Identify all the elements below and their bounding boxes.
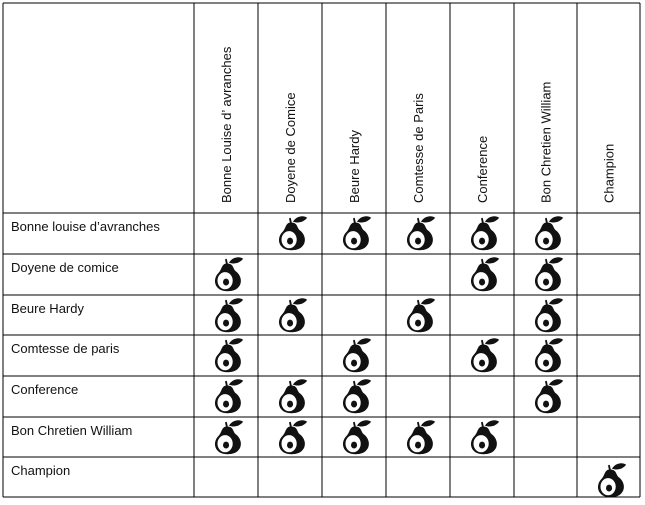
pear-icon [407,216,435,250]
pear-icon [471,216,499,250]
pear-icon [535,298,563,332]
pear-icon [215,379,243,413]
row-label: Champion [11,463,71,478]
pear-icon [471,257,499,291]
row-label: Bonne louise d’avranches [11,219,160,234]
pear-icon [407,420,435,454]
pear-icon [535,216,563,250]
column-header: Champion [601,143,617,203]
pear-icon [215,338,243,372]
row-label: Comtesse de paris [11,341,120,356]
pear-icon [407,298,435,332]
column-header: Comtesse de Paris [411,93,426,203]
pear-icon [343,379,371,413]
pear-icon [279,216,307,250]
pear-icon [535,257,563,291]
pear-icon [343,338,371,372]
column-header: Doyene de Comice [283,92,298,203]
column-header: Conference [475,135,490,203]
column-header: Bonne Louise d’ avranches [219,46,234,203]
pear-icon [215,420,243,454]
pear-icon [471,338,499,372]
pear-icon [215,257,243,291]
row-label: Doyene de comice [11,260,119,275]
row-label: Bon Chretien William [11,423,133,438]
pear-icon [471,420,499,454]
pear-icon [279,379,307,413]
row-label: Conference [11,382,79,397]
column-header: Bon Chretien William [538,81,554,203]
pear-icon [535,379,563,413]
pear-icon [535,338,563,372]
pear-icon [279,298,307,332]
column-header: Beure Hardy [347,130,362,203]
pear-icon [279,420,307,454]
pear-icon [215,298,243,332]
pear-icon [343,420,371,454]
pear-icon [598,463,626,497]
pear-icon [343,216,371,250]
row-label: Beure Hardy [11,301,84,316]
